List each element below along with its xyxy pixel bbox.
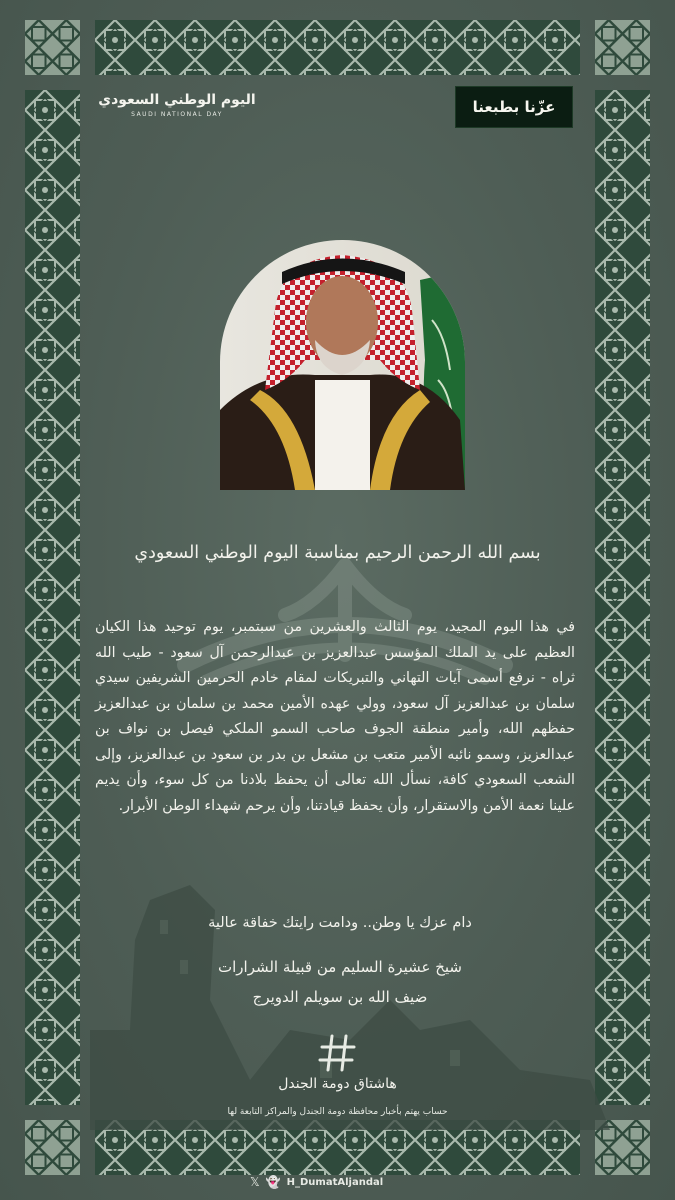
- top-border-pattern: [95, 20, 580, 75]
- left-border-pattern: [25, 90, 80, 1105]
- pride-slogan-logo: [455, 86, 573, 128]
- pride-slogan-text: عزّنا بطبعنا: [472, 98, 556, 116]
- saudi-national-day-logo: [92, 92, 262, 122]
- greeting-headline: بسم الله الرحمن الرحيم بمناسبة اليوم الوطني السعودي: [134, 543, 541, 563]
- x-icon[interactable]: 𝕏: [250, 1175, 260, 1189]
- national-day-logo-english: SAUDI NATIONAL DAY: [131, 111, 223, 118]
- snapchat-icon[interactable]: 👻: [265, 1175, 281, 1189]
- corner-ornament: [595, 20, 650, 75]
- hashtag-icon: [316, 1032, 360, 1074]
- signature-name: ضيف الله بن سويلم الدويرج: [252, 988, 428, 1006]
- signature-title: شيخ عشيرة السليم من قبيلة الشرارات: [218, 958, 462, 976]
- corner-ornament: [25, 20, 80, 75]
- social-handle[interactable]: H_DumatAljandal: [286, 1176, 384, 1188]
- closing-line: دام عزك يا وطن.. ودامت رايتك خفاقة عالية: [208, 915, 472, 931]
- hashtag-account-description: حساب يهتم بأخبار محافظة دومة الجندل والمراكز التابعة لها: [227, 1107, 448, 1117]
- greeting-body: في هذا اليوم المجيد، يوم الثالث والعشرين من سبتمبر، يوم توحيد هذا الكيان العظيم على يد الملك المؤسس عبدالعزيز بن عبدالرحمن آل سعود - طيب الله ثراه - نرفع أسمى آيات التهاني والتبريكات لمقام خادم الحرمين الشريفين سيدي سلمان بن عبدالعزيز آل سعود، وولي عهده الأمين محمد بن سلمان بن عبدالعزيز حفظهم الله، وأمير منطقة الجوف صاحب السمو الملكي فيصل بن نواف بن عبدالعزيز، وسمو نائبه الأمير متعب بن مشعل بن بدر بن سعود بن عبدالعزيز، وإلى الشعب السعودي كافة، نسأل الله تعالى أن يحفظ بلادنا من كل سوء، وأن يديم علينا نعمة الأمن والاستقرار، وأن يحفظ قيادتنا، وأن يرحم شهداء الوطن الأبرار.: [95, 619, 575, 814]
- corner-ornament: [25, 1120, 80, 1175]
- portrait-photo: [220, 240, 465, 490]
- hashtag-account-name: هاشتاق دومة الجندل: [278, 1076, 397, 1092]
- national-day-logo-arabic: اليوم الوطني السعودي: [98, 92, 256, 108]
- footer-social: [250, 1172, 450, 1192]
